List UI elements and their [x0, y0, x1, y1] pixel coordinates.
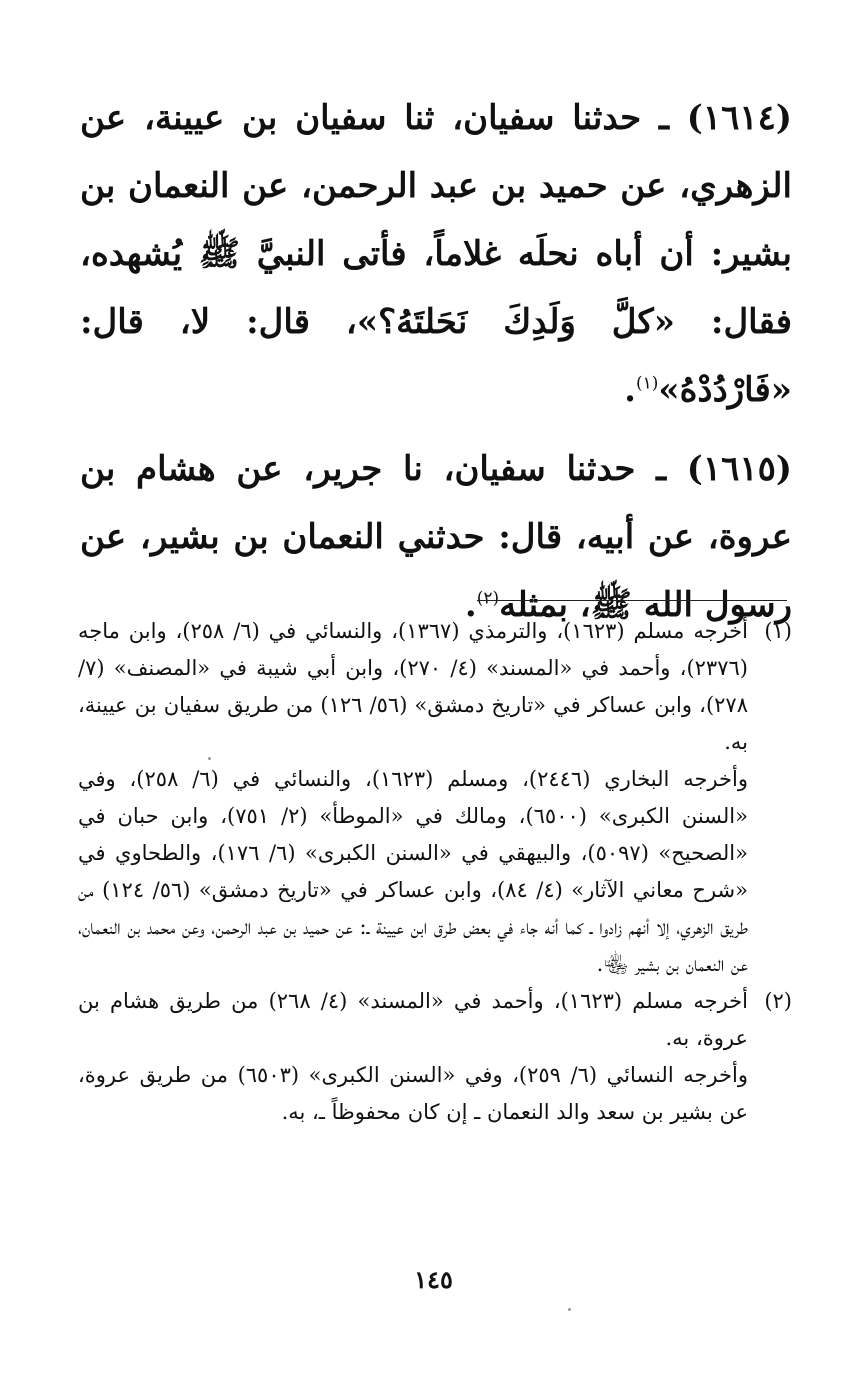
- scan-speck: [568, 1308, 571, 1311]
- main-text: [80, 84, 792, 650]
- footnote-separator: [477, 600, 787, 601]
- footnote-paragraph: وأخرجه البخاري (٢٤٤٦)، ومسلم (١٦٢٣)، والنسائي في (٦/ ٢٥٨)، وفي «السنن الكبرى» (٦٥٠٠)، ومالك في «الموطأ» (٢/ ٧٥١)، وابن حبان في «الصحيح» (٥٠٩٧)، والبيهقي في «السنن الكبرى» (٦/ ١٧٦)، والطحاوي في «شرح معاني الآثار» (٤/ ٨٤)، وابن عساكر في «تاريخ دمشق» (٥٦/ ١٢٤) من طريق الزهري، إلا أنهم زادوا ـ كما أنه جاء في بعض طرق ابن عيينة ـ: عن حميد بن عبد الرحمن، وعن محمد بن النعمان، عن النعمان بن بشير ﵄.: [78, 767, 748, 976]
- hadith-text: ـ حدثنا سفيان، ثنا سفيان بن عيينة، عن الزهري، عن حميد بن عبد الرحمن، عن النعمان بن بشير: أن أباه نحلَه غلاماً، فأتى النبيَّ ﷺ يُشهده، فقال: «كلَّ وَلَدِكَ نَحَلتَهُ؟»، قال: لا، قال: «فَارْدُدْهُ»: [80, 98, 792, 410]
- footnote-paragraph: أخرجه مسلم (١٦٢٣)، وأحمد في «المسند» (٤/ ٢٦٨) من طريق هشام بن عروة، به.: [78, 989, 748, 1050]
- footnotes: [78, 613, 792, 1131]
- footnote-marker: (١): [764, 619, 792, 643]
- hadith-number: (١٦١٥): [686, 449, 792, 489]
- footnote-paragraph: وأخرجه النسائي (٦/ ٢٥٩)، وفي «السنن الكبرى» (٦٥٠٣) من طريق عروة، عن بشير بن سعد والد النعمان ـ إن كان محفوظاً ـ، به.: [78, 1063, 748, 1124]
- footnote-marker: (٢): [764, 989, 792, 1013]
- hadith-text: ـ حدثنا سفيان، نا جرير، عن هشام بن عروة، عن أبيه، قال: حدثني النعمان بن بشير، عن رسول الله ﷺ، بمثله: [80, 449, 792, 625]
- footnote-1: [78, 613, 792, 983]
- footnote-ref[interactable]: (١): [635, 373, 659, 394]
- hadith-end: .: [624, 370, 636, 410]
- hadith-number: (١٦١٤): [686, 98, 792, 138]
- footnote-2: [78, 983, 792, 1131]
- footnote-ref[interactable]: (٢): [476, 588, 500, 609]
- page-number: ١٤٥: [414, 1265, 453, 1294]
- footnote-paragraph: أخرجه مسلم (١٦٢٣)، والترمذي (١٣٦٧)، والنسائي في (٦/ ٢٥٨)، وابن ماجه (٢٣٧٦)، وأحمد في «المسند» (٤/ ٢٧٠)، وابن أبي شيبة في «المصنف» (٧/ ٢٧٨)، وابن عساكر في «تاريخ دمشق» (٥٦/ ١٢٦) من طريق سفيان بن عيينة، به.: [78, 619, 748, 754]
- scan-speck: [208, 757, 211, 760]
- hadith-1614: [80, 84, 792, 424]
- hadith-1615: [80, 435, 792, 639]
- hadith-end: .: [464, 585, 477, 625]
